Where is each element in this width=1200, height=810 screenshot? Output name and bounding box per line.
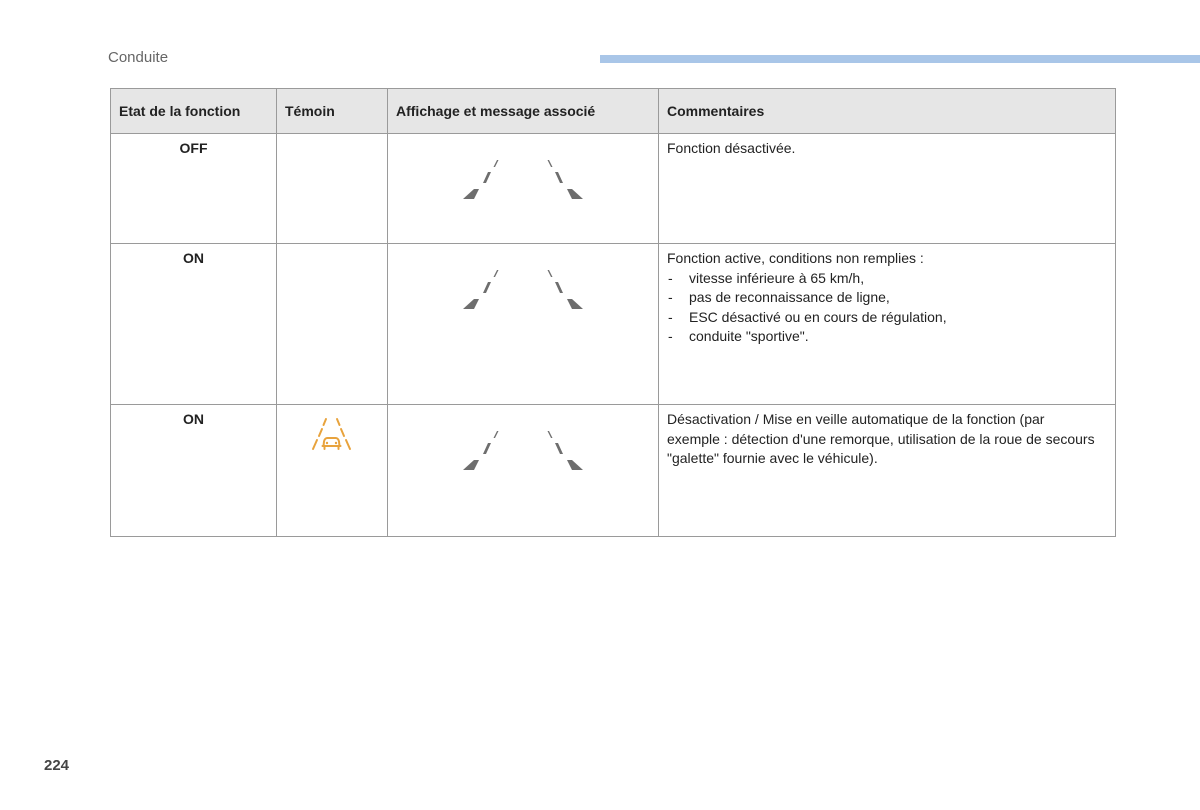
state-cell: ON bbox=[111, 244, 277, 405]
function-state-table bbox=[110, 88, 1116, 537]
display-cell bbox=[388, 405, 659, 537]
comment-text: Désactivation / Mise en veille automatique de la fonction (par exemple : détection d'une remorque, utilisation de la roue de secours "galette" fournie avec le véhicule). bbox=[667, 411, 1095, 466]
lamp-cell bbox=[277, 244, 388, 405]
comment-text: Fonction active, conditions non remplies : bbox=[667, 250, 924, 266]
list-item: - ESC désactivé ou en cours de régulation, bbox=[667, 308, 1095, 328]
page-number: 224 bbox=[44, 757, 70, 774]
column-header-state: Etat de la fonction bbox=[111, 89, 277, 134]
lane-markings-grey-icon bbox=[462, 160, 584, 202]
column-header-display: Affichage et message associé bbox=[388, 89, 659, 134]
table-row bbox=[111, 405, 1116, 537]
comment-cell bbox=[659, 405, 1116, 537]
list-item: - vitesse inférieure à 65 km/h, bbox=[667, 269, 1095, 289]
comment-cell bbox=[659, 134, 1116, 244]
lane-departure-warning-icon bbox=[309, 417, 355, 457]
lamp-cell bbox=[277, 134, 388, 244]
display-cell bbox=[388, 134, 659, 244]
comment-text: Fonction désactivée. bbox=[667, 140, 796, 156]
lane-markings-grey-icon bbox=[462, 431, 584, 473]
table-row bbox=[111, 134, 1116, 244]
section-title: Conduite bbox=[108, 49, 169, 66]
display-cell bbox=[388, 244, 659, 405]
state-cell: ON bbox=[111, 405, 277, 537]
list-item: - pas de reconnaissance de ligne, bbox=[667, 288, 1095, 308]
lamp-cell bbox=[277, 405, 388, 537]
column-header-lamp: Témoin bbox=[277, 89, 388, 134]
comment-cell bbox=[659, 244, 1116, 405]
list-item: - conduite "sportive". bbox=[667, 327, 1095, 347]
lane-markings-grey-icon bbox=[462, 270, 584, 312]
condition-list bbox=[667, 269, 1095, 347]
table-header-row bbox=[111, 89, 1116, 134]
column-header-comments: Commentaires bbox=[659, 89, 1116, 134]
state-cell: OFF bbox=[111, 134, 277, 244]
table-row bbox=[111, 244, 1116, 405]
header-accent-bar bbox=[600, 55, 1200, 63]
